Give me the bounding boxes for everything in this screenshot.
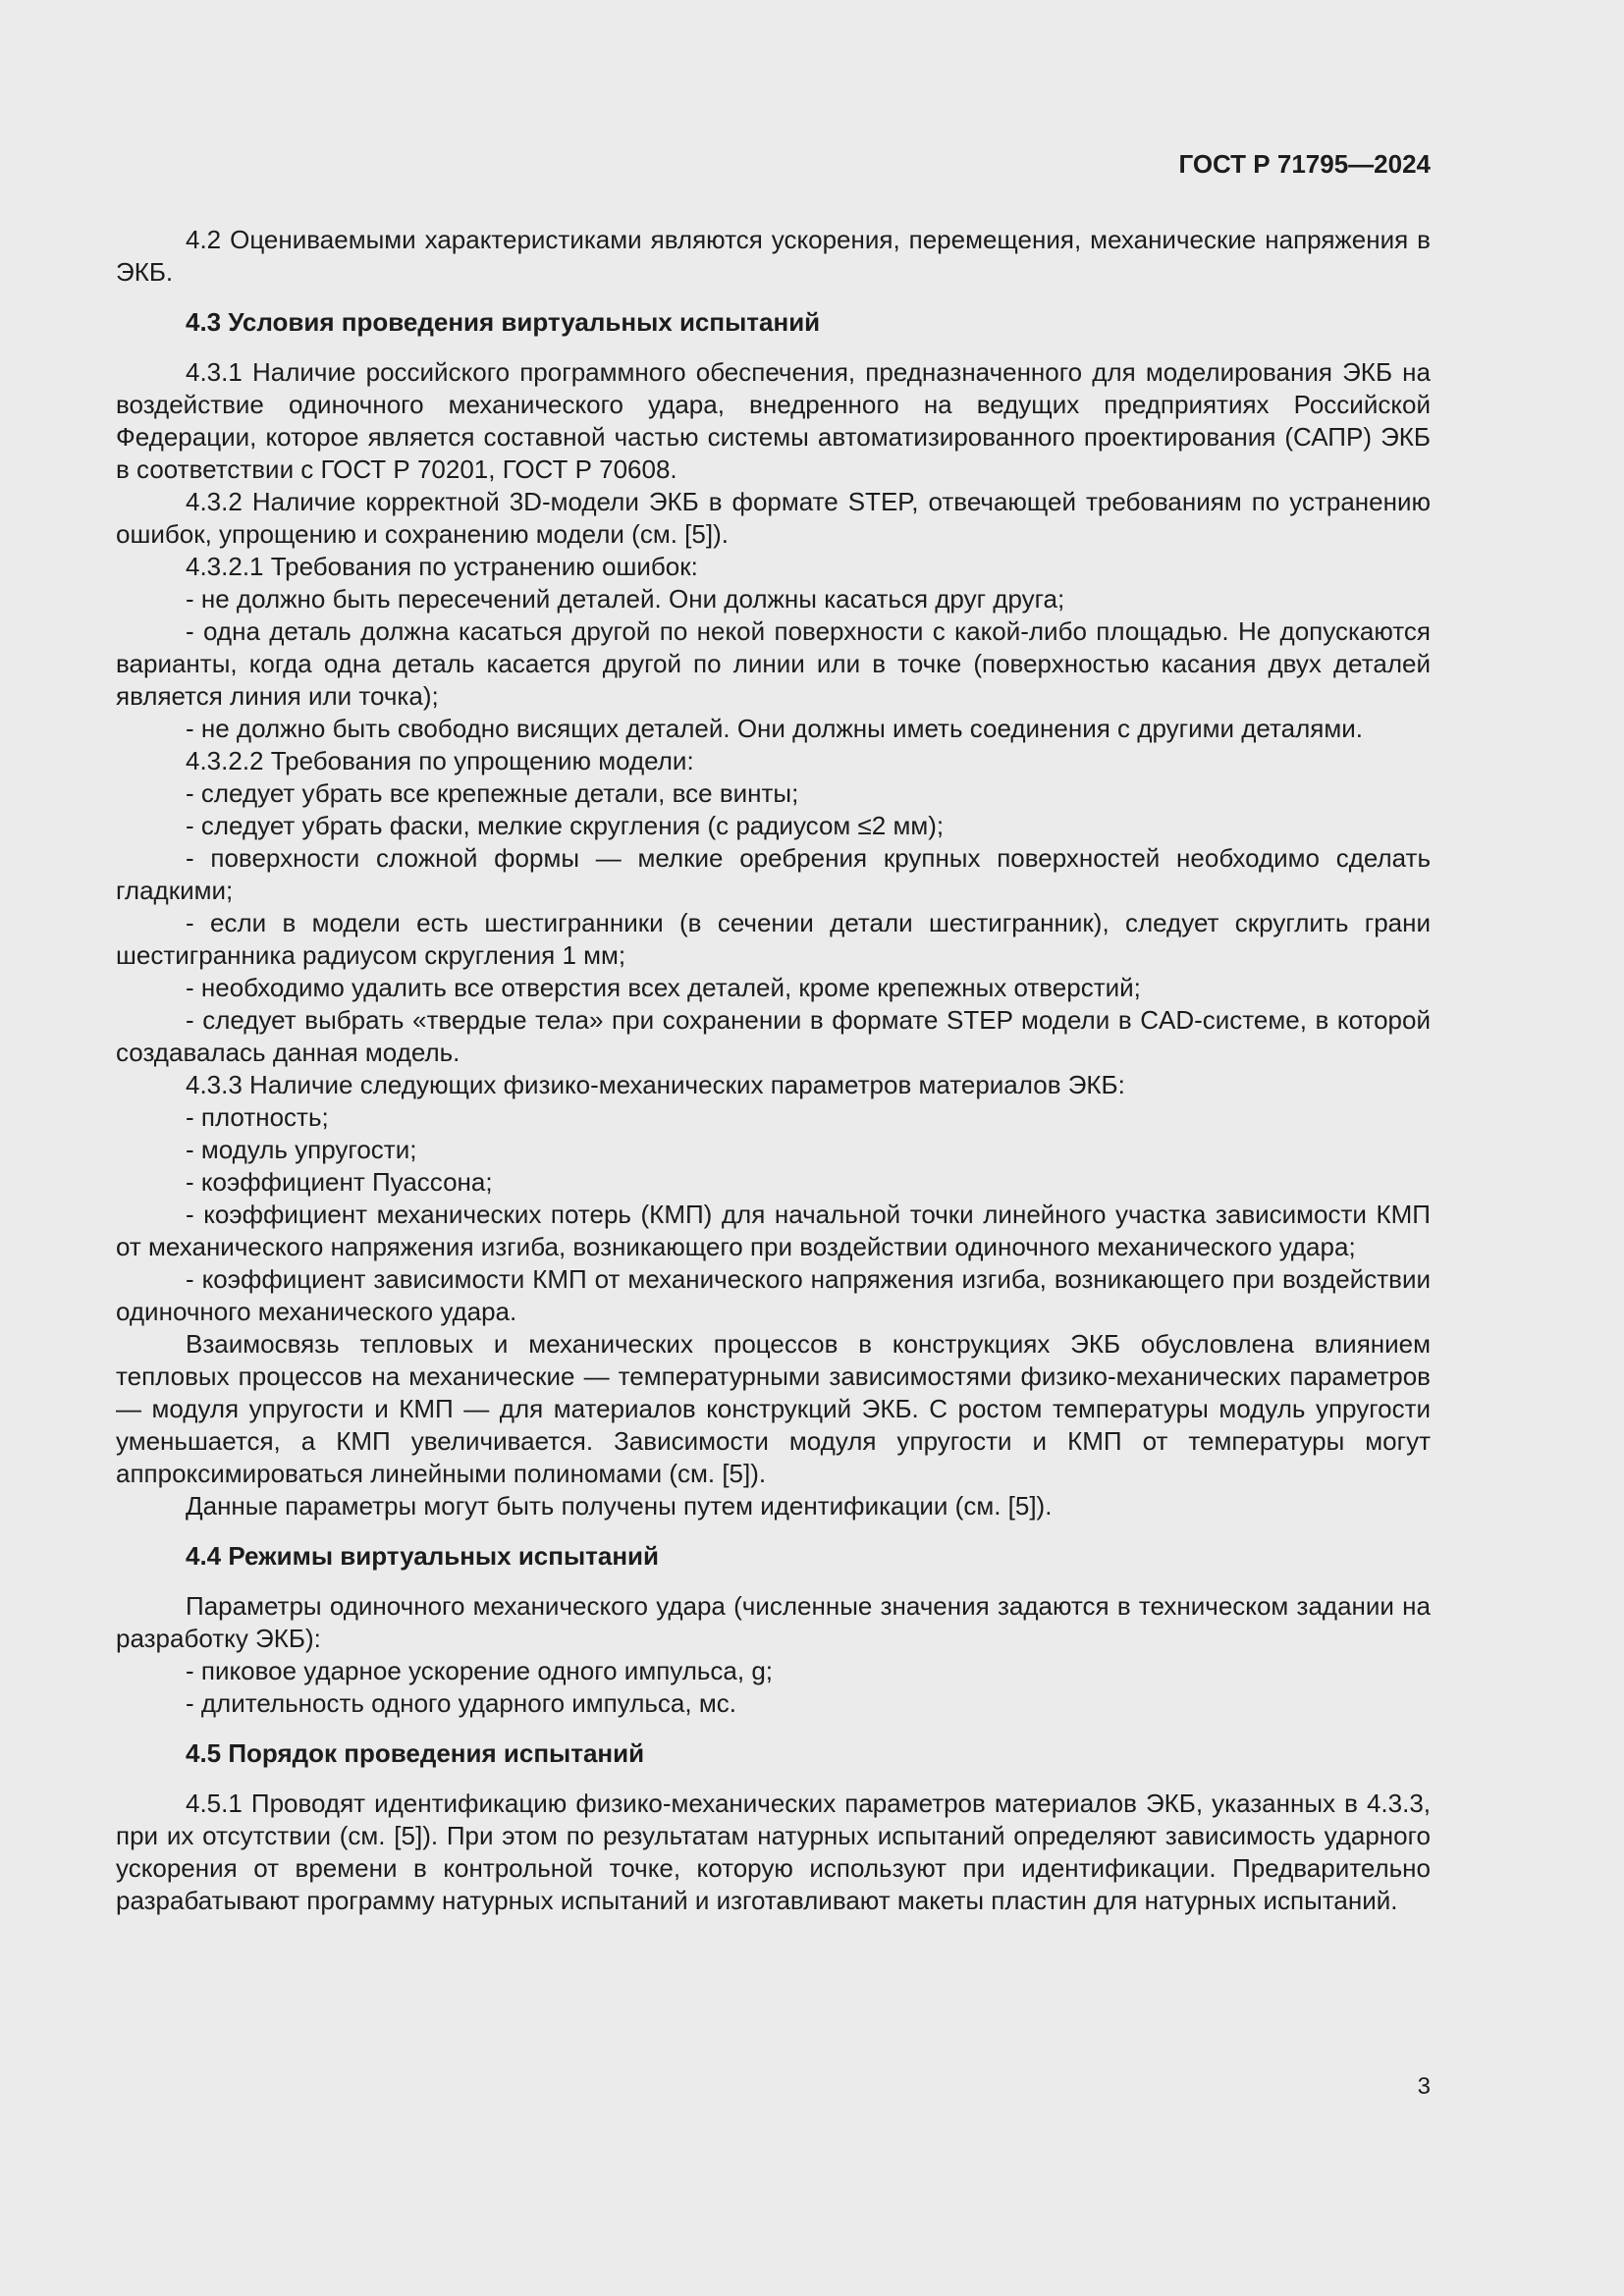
paragraph: 4.3.3 Наличие следующих физико-механических параметров материалов ЭКБ: <box>186 1070 1125 1099</box>
section-heading: 4.5 Порядок проведения испытаний <box>186 1738 645 1768</box>
list-item: - коэффициент Пуассона; <box>186 1167 493 1197</box>
list-item: - не должно быть свободно висящих деталей. Они должны иметь соединения с другими деталями. <box>186 714 1363 743</box>
document-header: ГОСТ Р 71795—2024 <box>1178 149 1431 179</box>
paragraph: Параметры одиночного механического удара (численные значения задаются в техническом задании на разработку ЭКБ): <box>116 1591 1431 1653</box>
paragraph: 4.5.1 Проводят идентификацию физико-механических параметров материалов ЭКБ, указанных в 4.3.3, при их отсутствии (см. [5]). При этом по результатам натурных испытаний определяют зависимость ударного ускорения от времени в контрольной точке, которую используют при идентификации. Предварительно разрабатывают программу натурных испытаний и изготавливают макеты пластин для натурных испытаний. <box>116 1789 1431 1915</box>
paragraph: 4.3.2.2 Требования по упрощению модели: <box>186 746 694 775</box>
list-item: - коэффициент механических потерь (КМП) для начальной точки линейного участка зависимости КМП от механического напряжения изгиба, возникающего при воздействии одиночного механического удара; <box>116 1200 1431 1261</box>
list-item: - не должно быть пересечений деталей. Они должны касаться друг друга; <box>186 584 1065 614</box>
list-item: - плотность; <box>186 1102 329 1132</box>
list-item: - необходимо удалить все отверстия всех деталей, кроме крепежных отверстий; <box>186 973 1141 1002</box>
section-heading: 4.3 Условия проведения виртуальных испытаний <box>186 307 821 337</box>
list-item: - пиковое ударное ускорение одного импульса, g; <box>186 1656 774 1685</box>
page-number: 3 <box>1417 2073 1431 2100</box>
paragraph: 4.3.1 Наличие российского программного обеспечения, предназначенного для моделирования ЭКБ на воздействие одиночного механического удара, внедренного на ведущих предприятиях Российской Федерации, которое является составной частью системы автоматизированного проектирования (САПР) ЭКБ в соответствии с ГОСТ Р 70201, ГОСТ Р 70608. <box>116 357 1431 484</box>
paragraph: 4.3.2.1 Требования по устранению ошибок: <box>186 552 698 581</box>
list-item: - коэффициент зависимости КМП от механического напряжения изгиба, возникающего при воздействии одиночного механического удара. <box>116 1264 1431 1326</box>
list-item: - модуль упругости; <box>186 1135 417 1164</box>
list-item: - длительность одного ударного импульса, мс. <box>186 1688 736 1718</box>
list-item: - следует убрать фаски, мелкие скругления (с радиусом ≤2 мм); <box>186 811 945 840</box>
section-heading: 4.4 Режимы виртуальных испытаний <box>186 1541 660 1571</box>
paragraph: 4.3.2 Наличие корректной 3D-модели ЭКБ в формате STEP, отвечающей требованиям по устранению ошибок, упрощению и сохранению модели (см. [5]). <box>116 487 1431 549</box>
paragraph: 4.2 Оцениваемыми характеристиками являются ускорения, перемещения, механические напряжения в ЭКБ. <box>116 225 1431 287</box>
list-item: - следует убрать все крепежные детали, все винты; <box>186 778 799 808</box>
list-item: - поверхности сложной формы — мелкие оребрения крупных поверхностей необходимо сделать гладкими; <box>116 843 1431 905</box>
list-item: - если в модели есть шестигранники (в сечении детали шестигранник), следует скруглить грани шестигранника радиусом скругления 1 мм; <box>116 908 1431 970</box>
paragraph: Взаимосвязь тепловых и механических процессов в конструкциях ЭКБ обусловлена влиянием тепловых процессов на механические — температурными зависимостями физико-механических параметров — модуля упругости и КМП — для материалов конструкций ЭКБ. С ростом температуры модуль упругости уменьшается, а КМП увеличивается. Зависимости модуля упругости и КМП от температуры могут аппроксимироваться линейными полиномами (см. [5]). <box>116 1329 1431 1488</box>
list-item: - одна деталь должна касаться другой по некой поверхности с какой-либо площадью. Не допускаются варианты, когда одна деталь касается другой по линии или в точке (поверхностью касания двух деталей является линия или точка); <box>116 616 1431 711</box>
document-body <box>116 224 1431 1917</box>
paragraph: Данные параметры могут быть получены путем идентификации (см. [5]). <box>186 1491 1053 1521</box>
list-item: - следует выбрать «твердые тела» при сохранении в формате STEP модели в CAD-системе, в которой создавалась данная модель. <box>116 1005 1431 1067</box>
